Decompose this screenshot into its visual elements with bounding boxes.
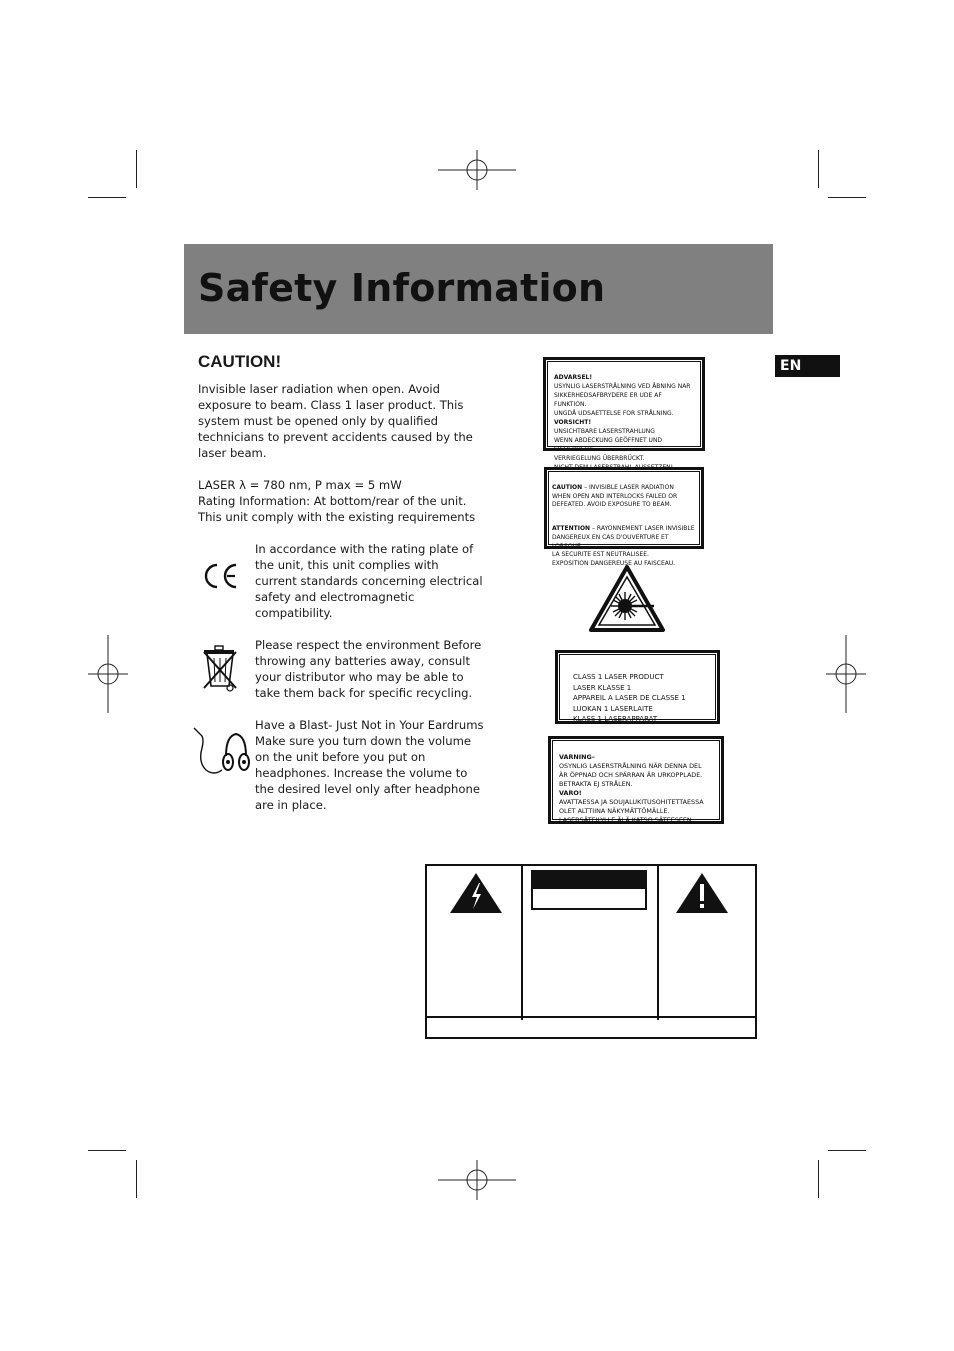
recycle-text: Please respect the environment Before throwing any batteries away, consult your distributor who may be able to take them back for specific recycling. (255, 638, 482, 700)
exclamation-warning-icon (675, 872, 729, 914)
table-footer-row (427, 1016, 755, 1037)
label-text: – INVISIBLE LASER RADIATION WHEN OPEN AND INTERLOCKS FAILED OR DEFEATED. AVOID EXPOSURE TO BEAM. (552, 483, 678, 509)
crop-mark (828, 1150, 866, 1151)
caution-banner-fill (533, 872, 645, 889)
language-badge: EN (775, 355, 840, 377)
label-text: CLASS 1 LASER PRODUCT LASER KLASSE 1 APPAREIL A LASER DE CLASSE 1 LUOKAN 1 LASERLAITE KLASS 1 LASERAPPARAT (573, 673, 686, 724)
crop-mark (88, 1150, 126, 1151)
table-cell-left (427, 866, 523, 1020)
label-text: AVATTAESSA JA SOUJALUKITUSOHITETTAESSA OLET ALTTIINA NÄKYMÄTTÖMÄLLE. LASERSÄTEILYLLE ÄLÄ KATSO SÄTEESEEN. (559, 798, 704, 824)
ce-mark-icon (202, 562, 240, 590)
label-heading: VARO! (559, 789, 582, 797)
table-cell-right (659, 866, 755, 1020)
label-heading: ADVARSEL! (554, 374, 593, 381)
rating-info: Rating Information: At bottom/rear of the unit. This unit comply with the existing requirements (198, 494, 476, 524)
label-heading: VARNING– (559, 753, 595, 761)
laser-spec: LASER λ = 780 nm, P max = 5 mW (198, 478, 402, 492)
label-heading: CAUTION (552, 483, 583, 491)
crop-mark (136, 150, 137, 188)
ce-text: In accordance with the rating plate of the unit, this unit complies with current standards concerning electrical safety and electromagnetic compatibility. (255, 542, 483, 620)
label-text: UNSICHTBARE LASERSTRAHLUNG WENN ABDECKUNG GEÖFFNET UND SICHERHEITS– VERRIEGELUNG ÜBERBRÜCKT. (554, 428, 663, 462)
registration-target-left (88, 635, 128, 713)
crop-mark (818, 1160, 819, 1198)
label-class1 (555, 650, 720, 724)
crop-mark (136, 1160, 137, 1198)
crop-mark (88, 197, 126, 198)
laser-warning-icon (588, 564, 666, 634)
label-text: USYNLIG LASERSTRÅLNING VED ÅBNING NAR SIKKERHEDSAFBRYDERE ER UDE AF FUNKTION. UNGDÅ UDSAETTELSE FOR STRÅLNING. (554, 383, 691, 417)
table-cell-center (523, 866, 659, 1020)
page-title: Safety Information (198, 266, 606, 310)
registration-target-top (438, 150, 516, 190)
registration-target-bottom (438, 1160, 516, 1200)
lightning-warning-icon (449, 872, 503, 914)
caution-heading: CAUTION! (198, 352, 282, 371)
registration-target-right (826, 635, 866, 713)
crossed-bin-icon (202, 644, 240, 692)
headphones-icon (192, 722, 250, 778)
shock-warning-table (425, 864, 757, 1039)
label-swedish-finnish (548, 736, 724, 824)
caution-banner (531, 870, 647, 910)
label-english-french (544, 467, 704, 568)
title-band (184, 244, 773, 334)
label-text: OSYNLIG LASERSTRÅLNING NÄR DENNA DEL ÄR ÖPPNAD OCH SPÄRRAN ÄR URKOPPLADE. BETRAKTA EJ STRÅLEN. (559, 762, 703, 788)
caution-text: Invisible laser radiation when open. Avoid exposure to beam. Class 1 laser product. This system must be opened only by qualified technicians to prevent accidents caused by the laser beam. (198, 382, 473, 460)
label-heading: ATTENTION (552, 524, 591, 532)
label-danish-german (543, 357, 705, 462)
crop-mark (818, 150, 819, 188)
label-heading: VORSICHT! (554, 419, 592, 426)
headphones-text: Have a Blast- Just Not in Your Eardrums Make sure you turn down the volume on the unit before you put on headphones. Increase the volume to the desired level only after headphone are in place. (255, 718, 484, 812)
crop-mark (828, 197, 866, 198)
label-text: – RAYONNEMENT LASER INVISIBLE DANGEREUX EN CAS D'OUVERTURE ET LORSQUE LA SECURITE EST NEUTRALISEE. EXPOSITION DANGEREUSE AU FAISCEAU. (552, 524, 695, 568)
